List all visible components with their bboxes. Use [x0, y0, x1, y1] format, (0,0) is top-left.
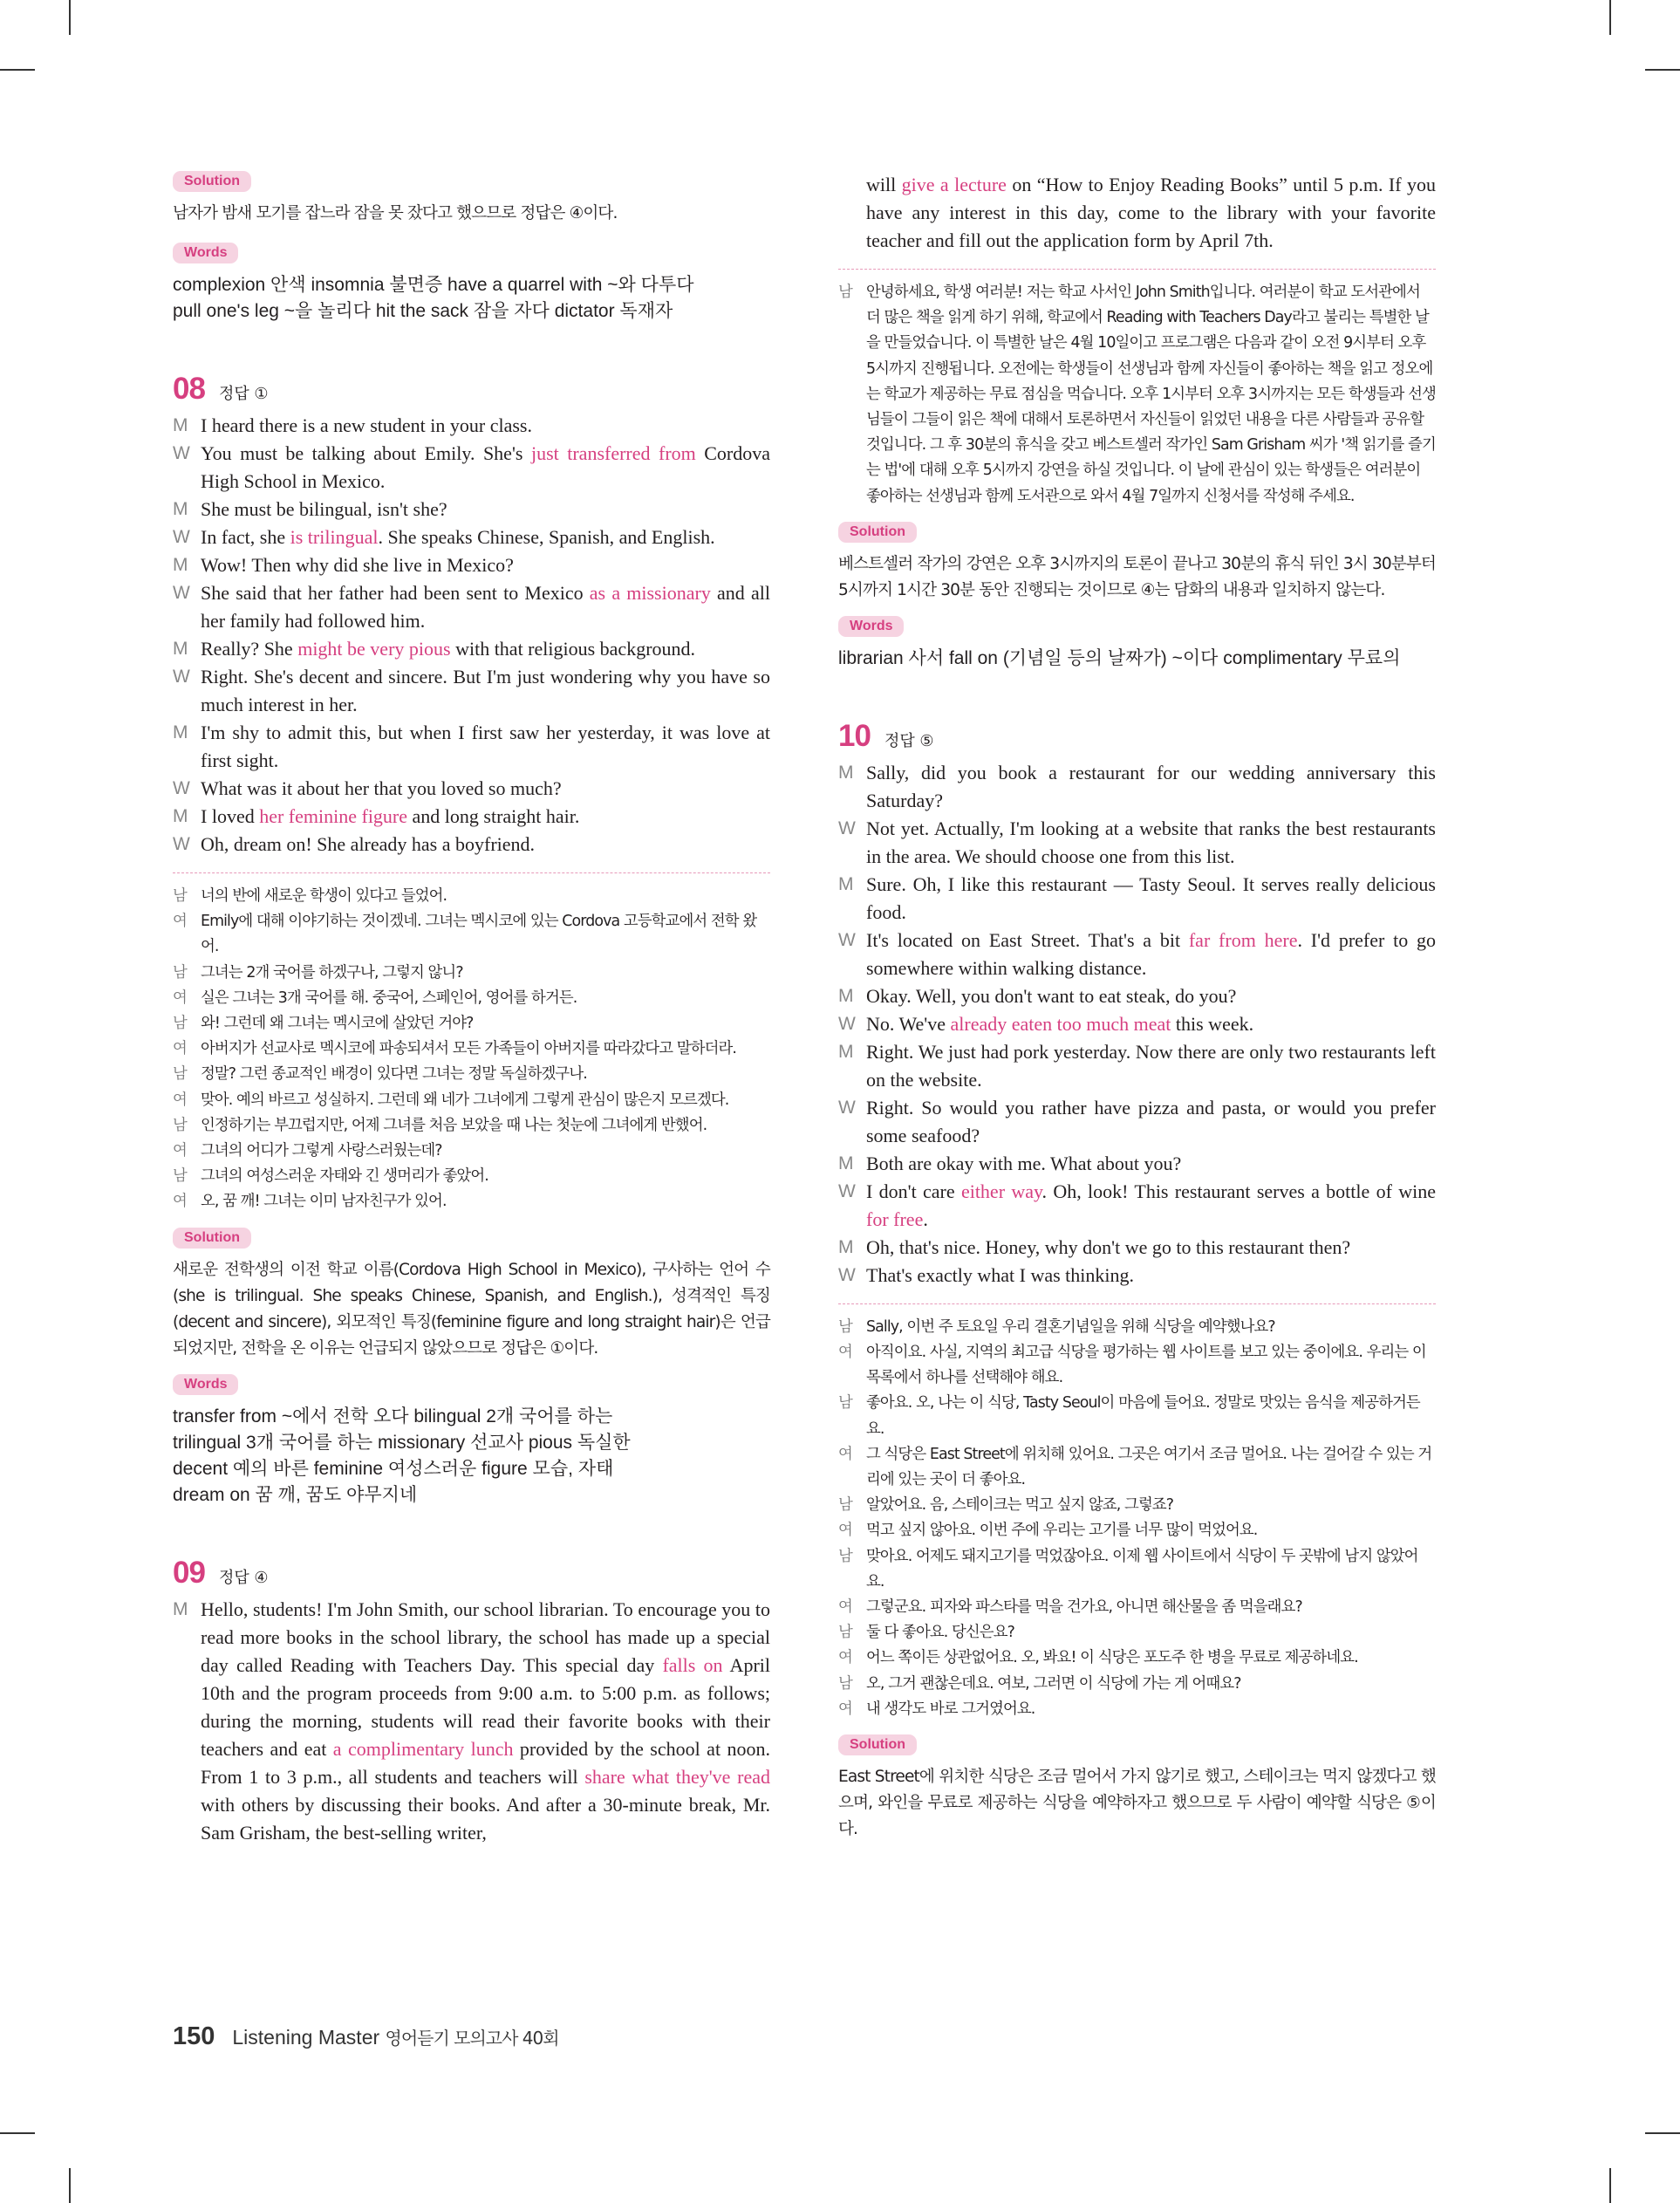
speaker-label: 남 [838, 1394, 852, 1413]
dialog-script [838, 759, 1436, 1290]
solution-badge: Solution [838, 1734, 917, 1755]
speaker-label: W [173, 443, 190, 463]
solution-badge: Solution [173, 171, 251, 192]
dialog-line [173, 412, 770, 440]
plain-text: . She speaks Chinese, Spanish, and English. [378, 526, 715, 548]
translation-text: 오, 그거 괜찮은데요. 여보, 그러면 이 식당에 가는 게 어때요? [866, 1674, 1241, 1693]
translation-line [173, 1164, 770, 1189]
highlight-phrase: as a missionary [589, 582, 711, 604]
solution-10 [838, 1734, 1436, 1843]
speaker-label: 여 [173, 1142, 187, 1160]
translation-text: 맞아. 예의 바르고 성실하지. 그런데 왜 네가 그녀에게 그렇게 관심이 많은지 모르겠다. [201, 1091, 729, 1109]
dialog-line [173, 775, 770, 803]
speaker-label: M [838, 873, 854, 894]
highlight-phrase: give a lecture [901, 174, 1007, 195]
translation-line [173, 884, 770, 909]
dialog-line [838, 1010, 1436, 1038]
solution-badge: Solution [173, 1228, 251, 1249]
plain-text: I heard there is a new student in your class. [201, 414, 532, 436]
translation-text: 와! 그런데 왜 그녀는 멕시코에 살았던 거야? [201, 1015, 474, 1033]
speaker-label: M [173, 639, 188, 659]
line-text [866, 1178, 1436, 1234]
solution-09 [838, 522, 1436, 604]
solution-text: East Street에 위치한 식당은 조금 멀어서 가지 않기로 했고, 스테이크는 먹지 않겠다고 했으며, 와인을 무료로 제공하는 식당을 예약하자고 했으므로 두 사람이 예약할 식당은 ⑤이다. [838, 1768, 1436, 1839]
highlight-phrase: already eaten too much meat [950, 1012, 1171, 1035]
translation-text: 둘 다 좋아요. 당신은요? [866, 1624, 1014, 1642]
words-09 [838, 616, 1436, 672]
speaker-label: 여 [173, 1040, 187, 1058]
plain-text: . I'd prefer to go somewhere within walking distance. [866, 928, 1436, 979]
speaker-label: M [838, 1041, 854, 1062]
speaker-label: 여 [838, 1344, 852, 1362]
question-09 [173, 1556, 770, 1847]
highlight-phrase: might be very pious [297, 638, 451, 660]
dialog-line [173, 803, 770, 831]
line-text [201, 579, 770, 635]
answer-label: 정답 ④ [218, 1568, 269, 1587]
line-text [866, 982, 1436, 1010]
translation-line [838, 1697, 1436, 1722]
translation-line [838, 1518, 1436, 1543]
plain-text: I'm shy to admit this, but when I first saw her yesterday, it was love at first sight. [201, 722, 770, 771]
plain-text: Right. She's decent and sincere. But I'm just wondering why you have so much interest in her. [201, 666, 770, 715]
translation-line [173, 1062, 770, 1087]
words-badge: Words [173, 243, 238, 263]
translation-text: 오, 꿈 깨! 그녀는 이미 남자친구가 있어. [201, 1193, 447, 1211]
speaker-label: W [173, 778, 190, 798]
translation-line [173, 1088, 770, 1113]
crop-mark [1645, 2132, 1680, 2134]
words-line: complexion 안색 insomnia 불면증 have a quarrel with ~와 다투다 [173, 275, 694, 295]
monologue-continued [838, 171, 1436, 255]
speaker-label: 여 [173, 1193, 187, 1211]
translation-text: 어느 쪽이든 상관없어요. 오, 봐요! 이 식당은 포도주 한 병을 무료로 제공하네요. [866, 1649, 1358, 1667]
speaker-label: 여 [838, 1445, 852, 1463]
speaker-label: W [838, 1097, 856, 1118]
dialog-line [173, 523, 770, 551]
speaker-label: 여 [838, 1700, 852, 1718]
translation-line [173, 1189, 770, 1214]
speaker-label: W [838, 1264, 856, 1285]
crop-mark [69, 2168, 71, 2203]
plain-text: No. We've [866, 1012, 951, 1035]
dialog-line [173, 579, 770, 635]
translation-line [838, 1620, 1436, 1645]
speaker-label: M [173, 806, 188, 826]
dialog-line [838, 1234, 1436, 1262]
line-text [201, 775, 770, 803]
dialog-line [173, 663, 770, 719]
line-text [201, 635, 770, 663]
translation-line [838, 1442, 1436, 1493]
speaker-label: M [838, 1236, 854, 1257]
right-column [838, 171, 1436, 1843]
dialog-line [173, 635, 770, 663]
plain-text: Oh, that's nice. Honey, why don't we go to this restaurant then? [866, 1235, 1351, 1258]
translation-line [173, 1037, 770, 1062]
translation-line [173, 909, 770, 960]
korean-translation [838, 1315, 1436, 1722]
question-number: 08 [173, 372, 205, 406]
speaker-label: W [173, 834, 190, 854]
book-title [232, 2024, 558, 2049]
line-text [201, 440, 770, 496]
line-text [201, 496, 770, 523]
question-number: 10 [838, 718, 871, 753]
dialog-line [838, 1262, 1436, 1290]
line-text [866, 871, 1436, 927]
plain-text: In fact, she [201, 526, 290, 548]
translation-line [173, 986, 770, 1011]
speaker-label: W [838, 1013, 856, 1034]
translation-text: 너의 반에 새로운 학생이 있다고 들었어. [201, 887, 447, 905]
speaker-label: 남 [838, 1624, 852, 1642]
plain-text: It's located on East Street. That's a bit [866, 928, 1189, 951]
speaker-label: 남 [838, 1547, 852, 1565]
words-line: librarian 사서 fall on (기념일 등의 날짜가) ~이다 complimentary 무료의 [838, 647, 1401, 668]
words-line: transfer from ~에서 전학 오다 bilingual 2개 국어를 하는 [173, 1406, 613, 1426]
solution-text: 베스트셀러 작가의 강연은 오후 3시까지의 토론이 끝나고 30분의 휴식 뒤인 3시 30분부터 5시까지 1시간 30분 동안 진행되는 것이므로 ④는 담화의 내용과 일치하지 않는다. [838, 554, 1436, 599]
speaker-label: 여 [838, 1522, 852, 1540]
book-title-en: Listening Master [232, 2026, 380, 2049]
korean-translation [838, 280, 1436, 510]
speaker-label: 남 [838, 1317, 852, 1336]
translation-line [838, 1544, 1436, 1595]
plain-text: Both are okay with me. What about you? [866, 1152, 1182, 1174]
solution-badge: Solution [838, 522, 917, 543]
dialog-line [838, 871, 1436, 927]
words-line: trilingual 3개 국어를 하는 missionary 선교사 pious 독실한 [173, 1432, 631, 1453]
translation-text: 그녀의 어디가 그렇게 사랑스러웠는데? [201, 1142, 442, 1160]
line-text [866, 1150, 1436, 1178]
speaker-label: M [173, 1598, 188, 1619]
words-08 [173, 1374, 770, 1509]
speaker-label: M [838, 1153, 854, 1173]
speaker-label: 남 [173, 1015, 187, 1033]
translation-text: 알았어요. 음, 스테이크는 먹고 싶지 않죠, 그렇죠? [866, 1496, 1174, 1515]
korean-translation [173, 884, 770, 1215]
plain-text: I don't care [866, 1180, 961, 1202]
words-badge: Words [173, 1374, 238, 1395]
plain-text: Okay. Well, you don't want to eat steak, do you? [866, 984, 1237, 1007]
question-08 [173, 372, 770, 1509]
speaker-label: 남 [173, 1167, 187, 1186]
translation-text: 실은 그녀는 3개 국어를 해. 중국어, 스페인어, 영어를 하거든. [201, 989, 577, 1007]
crop-mark [69, 0, 71, 35]
translation-text: 맞아요. 어제도 돼지고기를 먹었잖아요. 이제 웹 사이트에서 식당이 두 곳밖에 남지 않았어요. [866, 1547, 1418, 1591]
crop-mark [1609, 2168, 1611, 2203]
plain-text: Not yet. Actually, I'm looking at a website that ranks the best restaurants in the area. We should choose one from this list. [866, 817, 1436, 867]
line-text [201, 831, 770, 859]
plain-text: and all her family had followed him. [201, 582, 770, 632]
speaker-label: 여 [173, 913, 187, 931]
plain-text: . Oh, look! This restaurant serves a bottle of wine [1041, 1180, 1436, 1202]
speaker-label: 남 [173, 1116, 187, 1134]
page-footer [173, 2022, 559, 2051]
crop-mark [0, 69, 35, 71]
speaker-label: W [173, 583, 190, 603]
plain-text: Oh, dream on! She already has a boyfriend. [201, 833, 536, 855]
translation-text: 안녕하세요, 학생 여러분! 저는 학교 사서인 John Smith입니다. 여러분이 학교 도서관에서 더 많은 책을 읽게 하기 위해, 학교에서 Reading with Teachers Day라고 불리는 특별한 날을 만들었습니다. 이 특별한 날은 4월 10일이고 프로그램은 다음과 같이 오전 9시부터 오후 5시까지 진행됩니다. 오전에는 학생들이 선생님과 함께 자신들이 좋아하는 책을 읽고 정오에는 학교가 제공하는 무료 점심을 먹습니다. 오후 1시부터 오후 3시까지는 모든 학생들과 선생님들이 그들이 읽은 책에 대해서 토론하면서 자신들이 읽었던 내용을 다른 사람들과 공유할 것입니다. 그 후 30분의 휴식을 갖고 베스트셀러 작가인 Sam Grisham 씨가 '책 읽기를 즐기는 법'에 대해 오후 5시까지 강연을 하실 것입니다. 이 날에 관심이 있는 학생들은 여러분이 좋아하는 선생님과 함께 도서관으로 와서 4월 7일까지 신청서를 작성해 주세요. [866, 284, 1436, 505]
plain-text: on “How to Enjoy Reading Books” until 5 p.m. If you have any interest in this day, come to the library with your favorite teacher and fill out the application form by April 7th. [866, 174, 1436, 251]
line-text [866, 1010, 1436, 1038]
speaker-label: 남 [838, 1496, 852, 1515]
line-text [866, 815, 1436, 871]
speaker-label: M [173, 499, 188, 519]
plain-text: Hello, students! I'm John Smith, our school librarian. To encourage you to read more books in the school library, the school has made up a special day called Reading with Teachers Day. This special day [201, 1598, 770, 1676]
translation-text: 먹고 싶지 않아요. 이번 주에 우리는 고기를 너무 많이 먹었어요. [866, 1522, 1258, 1540]
plain-text: Cordova High School in Mexico. [201, 442, 771, 492]
line-text [201, 523, 770, 551]
translation-line [838, 1493, 1436, 1518]
line-text [866, 927, 1436, 982]
plain-text: That's exactly what I was thinking. [866, 1263, 1135, 1286]
plain-text: Really? She [201, 638, 298, 660]
left-column [173, 171, 770, 1847]
highlight-phrase: falls on [662, 1653, 723, 1676]
highlight-phrase: is trilingual [290, 526, 379, 548]
words-badge: Words [838, 616, 904, 637]
translation-text: 내 생각도 바로 그거였어요. [866, 1700, 1035, 1718]
speaker-label: 여 [173, 989, 187, 1007]
speaker-label: 남 [173, 963, 187, 982]
plain-text: with others by discussing their books. And after a 30-minute break, Mr. Sam Grisham, the best-selling writer, [201, 1793, 770, 1844]
line-text [201, 663, 770, 719]
speaker-label: W [173, 667, 190, 687]
speaker-label: 여 [838, 1649, 852, 1667]
solution-08 [173, 1228, 770, 1362]
translation-text: 그렇군요. 피자와 파스타를 먹을 건가요, 아니면 해산물을 좀 먹을래요? [866, 1598, 1302, 1617]
speaker-label: W [838, 818, 856, 838]
plain-text: provided by the school at noon. From 1 to 3 p.m., all students and teachers will [201, 1737, 770, 1788]
dialog-line [838, 815, 1436, 871]
answer-label: 정답 ⑤ [884, 731, 934, 750]
translation-text: 그녀의 여성스러운 자태와 긴 생머리가 좋았어. [201, 1167, 488, 1186]
speaker-label: M [173, 415, 188, 435]
translation-line [173, 1011, 770, 1037]
dialog-line [173, 440, 770, 496]
translation-line [838, 1645, 1436, 1671]
speaker-label: 여 [173, 1091, 187, 1109]
plain-text: She must be bilingual, isn't she? [201, 498, 447, 520]
plain-text: You must be talking about Emily. She's [201, 442, 531, 464]
crop-mark [0, 2132, 35, 2134]
words-07 [173, 243, 770, 325]
line-text [201, 551, 770, 579]
highlight-phrase: her feminine figure [259, 805, 408, 827]
line-text [201, 719, 770, 775]
book-title-ko: 영어듣기 모의고사 40회 [385, 2028, 559, 2049]
plain-text: Right. So would you rather have pizza and pasta, or would you prefer some seafood? [866, 1096, 1436, 1146]
speaker-label: 남 [838, 284, 852, 301]
plain-text: . [923, 1208, 928, 1230]
dialog-line [173, 496, 770, 523]
dashed-divider [173, 872, 770, 873]
translation-text: 좋아요. 오, 나는 이 식당, Tasty Seoul이 마음에 들어요. 정말로 맛있는 음식을 제공하거든요. [866, 1394, 1420, 1438]
dialog-line [173, 831, 770, 859]
line-text [866, 1262, 1436, 1290]
highlight-phrase: a complimentary lunch [332, 1737, 514, 1760]
words-line: decent 예의 바른 feminine 여성스러운 figure 모습, 자태 [173, 1458, 614, 1479]
monologue-text [866, 171, 1436, 255]
translation-text: 그 식당은 East Street에 위치해 있어요. 그곳은 여기서 조금 멀어요. 나는 걸어갈 수 있는 거리에 있는 곳이 더 좋아요. [866, 1445, 1432, 1489]
speaker-label: 남 [173, 887, 187, 905]
dashed-divider [838, 269, 1436, 270]
plain-text: with that religious background. [450, 638, 696, 660]
line-text [866, 1094, 1436, 1150]
line-text [866, 759, 1436, 815]
plain-text: What was it about her that you loved so much? [201, 777, 562, 799]
translation-line [838, 1672, 1436, 1697]
speaker-label: M [838, 762, 854, 783]
dialog-line [173, 551, 770, 579]
line-text [866, 1038, 1436, 1094]
solution-text: 새로운 전학생의 이전 학교 이름(Cordova High School in Mexico), 구사하는 언어 수(she is trilingual. She speaks Chinese, Spanish, and English.), 성격적인 특징(decent and sincere), 외모적인 특징(feminine figure and long straight hair)은 언급되었지만, 전학을 온 이유는 언급되지 않았으므로 정답은 ①이다. [173, 1260, 770, 1358]
dashed-divider [838, 1303, 1436, 1304]
translation-text: 정말? 그런 종교적인 배경이 있다면 그녀는 정말 독실하겠구나. [201, 1065, 587, 1084]
translation-line [173, 1113, 770, 1139]
speaker-label: M [173, 555, 188, 575]
words-line: pull one's leg ~을 놀리다 hit the sack 잠을 자다 dictator 독재자 [173, 301, 673, 321]
dialog-line [838, 1038, 1436, 1094]
line-text [201, 803, 770, 831]
dialog-line [173, 719, 770, 775]
translation-text: Emily에 대해 이야기하는 것이겠네. 그녀는 멕시코에 있는 Cordova 고등학교에서 전학 왔어. [201, 913, 757, 956]
plain-text: Right. We just had pork yesterday. Now there are only two restaurants left on the website. [866, 1040, 1436, 1091]
dialog-line [838, 759, 1436, 815]
speaker-label: M [838, 985, 854, 1006]
dialog-line [838, 1150, 1436, 1178]
speaker-label: 여 [838, 1598, 852, 1617]
monologue-text [201, 1596, 770, 1847]
speaker-label: 남 [173, 1065, 187, 1084]
translation-line [173, 961, 770, 986]
translation-line [173, 1139, 770, 1164]
highlight-phrase: just transferred from [530, 442, 696, 464]
speaker-label: M [173, 722, 188, 742]
plain-text: Sally, did you book a restaurant for our wedding anniversary this Saturday? [866, 761, 1436, 811]
translation-text: 인정하기는 부끄럽지만, 어제 그녀를 처음 보았을 때 나는 첫눈에 그녀에게 반했어. [201, 1116, 707, 1134]
words-line: dream on 꿈 깨, 꿈도 야무지네 [173, 1484, 418, 1505]
answer-label: 정답 ① [218, 385, 269, 403]
solution-07 [173, 171, 770, 227]
plain-text: Wow! Then why did she live in Mexico? [201, 554, 514, 576]
speaker-label: W [838, 929, 856, 950]
question-10 [838, 719, 1436, 1843]
crop-mark [1609, 0, 1611, 35]
solution-text: 남자가 밤새 모기를 잡느라 잠을 못 잤다고 했으므로 정답은 ④이다. [173, 204, 618, 222]
line-text [866, 1234, 1436, 1262]
speaker-label: W [838, 1180, 856, 1201]
dialog-line [838, 927, 1436, 982]
highlight-phrase: far from here [1188, 928, 1298, 951]
page-number: 150 [173, 2022, 215, 2050]
plain-text: and long straight hair. [407, 805, 580, 827]
highlight-phrase: share what they've read [584, 1765, 770, 1788]
translation-line [838, 1595, 1436, 1620]
dialog-line [838, 1178, 1436, 1234]
translation-text: Sally, 이번 주 토요일 우리 결혼기념일을 위해 식당을 예약했나요? [866, 1317, 1275, 1336]
plain-text: will [866, 174, 902, 195]
speaker-label: 남 [838, 1674, 852, 1693]
speaker-label: W [173, 527, 190, 547]
translation-text: 아버지가 선교사로 멕시코에 파송되셔서 모든 가족들이 아버지를 따라갔다고 말하더라. [201, 1040, 737, 1058]
plain-text: Sure. Oh, I like this restaurant — Tasty Seoul. It serves really delicious food. [866, 872, 1436, 923]
highlight-phrase: either way [960, 1180, 1042, 1202]
dialog-line [838, 982, 1436, 1010]
monologue [173, 1596, 770, 1847]
line-text [201, 412, 770, 440]
dialog-line [838, 1094, 1436, 1150]
translation-line [838, 1391, 1436, 1441]
plain-text: this week. [1171, 1012, 1254, 1035]
plain-text: She said that her father had been sent to Mexico [201, 582, 590, 604]
dialog-script [173, 412, 770, 859]
crop-mark [1645, 69, 1680, 71]
translation-line [838, 1315, 1436, 1340]
translation-line [838, 1340, 1436, 1391]
plain-text: I loved [201, 805, 260, 827]
question-number: 09 [173, 1555, 205, 1590]
plain-text: April 10th and the program proceeds from 9:00 a.m. to 5:00 p.m. as follows; during the morning, students will read their favorite books with their teachers and eat [201, 1653, 770, 1760]
translation-text: 그녀는 2개 국어를 하겠구나, 그렇지 않니? [201, 963, 463, 982]
translation-text: 아직이요. 사실, 지역의 최고급 식당을 평가하는 웹 사이트를 보고 있는 중이에요. 우리는 이 목록에서 하나를 선택해야 해요. [866, 1344, 1426, 1387]
highlight-phrase: for free [866, 1208, 924, 1230]
